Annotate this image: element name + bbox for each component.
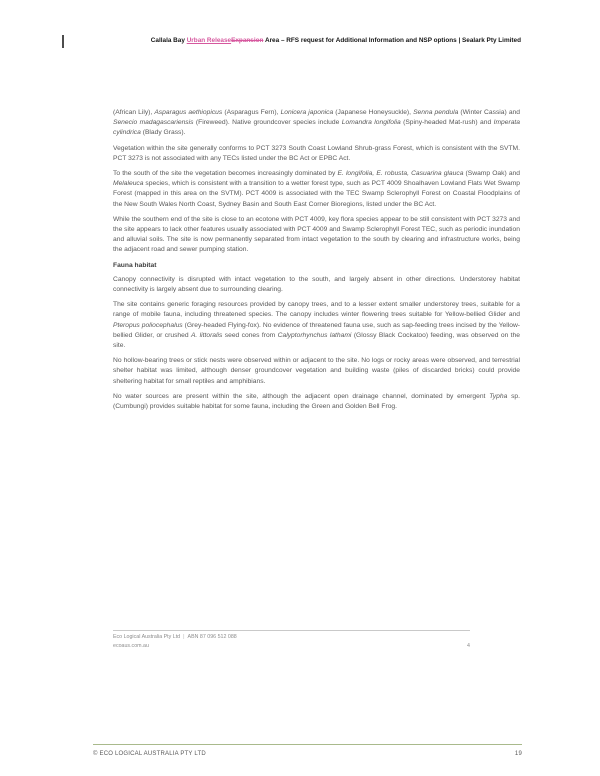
page-header [113, 36, 521, 45]
company-website: ecoaus.com.au [113, 642, 149, 649]
paragraph: The site contains generic foraging resources provided by canopy trees, and to a lesser extent smaller understorey trees, suitable for a range of mobile fauna, including threatened species. The canopy includes winter flowering trees suitable for Yellow-bellied Glider and Pteropus poliocephalus (Grey-headed Flying-fox). No evidence of threatened fauna use, such as sap-feeding trees incised by the Yellow-bellied Glider, or crushed A. littoralis seed cones from Calyptorhynchus lathami (Glossy Black Cockatoo) feeding, was observed on the site. [113, 301, 521, 350]
copyright-text: © ECO LOGICAL AUSTRALIA PTY LTD [93, 751, 206, 757]
header-text-suffix: Area – RFS request for Additional Information and NSP options | Sealark Pty Limited [263, 37, 521, 44]
report-footer [113, 630, 470, 650]
report-footer-company-block [113, 634, 237, 650]
paragraph: (African Lily), Asparagus aethiopicus (Asparagus Fern), Lonicera japonica (Japanese Honeysuckle), Senna pendula (Winter Cassia) and Senecio madagascariensis (Fireweed). Native groundcover species include Lomandra longifolia (Spiny-headed Mat-rush) and Imperata cylindrica (Blady Grass). [113, 109, 520, 137]
tracked-insertion: Urban Release [186, 37, 232, 44]
paragraph: No hollow-bearing trees or stick nests were observed within or adjacent to the site. No logs or rocky areas were observed, and terrestrial shelter habitat was limited, although denser groundcover vegetation and building waste (piles of discarded bricks) could provide sheltering habitat for small reptiles and amphibians. [113, 357, 520, 385]
footer-separator: | [183, 634, 185, 640]
paragraph: Canopy connectivity is disrupted with intact vegetation to the south, and largely absent in other directions. Understorey habitat connectivity is largely absent due to surrounding clearing. [113, 275, 520, 294]
tracked-deletion: Expansion [231, 37, 264, 44]
report-page-number: 4 [467, 642, 470, 649]
header-text-prefix: Callala Bay [150, 37, 187, 44]
paragraph: While the southern end of the site is close to an ecotone with PCT 4009, key flora species appear to be still consistent with PCT 3273 and the site appears to lack other features usually associated with PCT 4009 and Swamp Sclerophyll Forest TEC, such as periodic inundation and alluvial soils. The site is now permanently separated from intact vegetation to the south by clearing and infrastructure works, being the adjacent road and sewer pumping station. [113, 215, 520, 254]
report-footer-line1 [113, 634, 237, 642]
page-number: 19 [514, 751, 522, 757]
paragraph: To the south of the site the vegetation becomes increasingly dominated by E. longifolia, E. robusta, Casuarina glauca (Swamp Oak) and Melaleuca species, which is consistent with a transition to a wetter forest type, such as PCT 4009 Shoalhaven Lowland Flats Wet Swamp Forest (mapped in this area on the SVTM). PCT 4009 is associated with the TEC Swamp Sclerophyll Forest on Coastal Floodplains of the New South Wales North Coast, Sydney Basin and South East Corner Bioregions, listed under the BC Act. [113, 170, 520, 208]
section-heading: Fauna habitat [113, 261, 157, 269]
page-footer [93, 744, 522, 757]
document-body [113, 108, 520, 417]
paragraph: Vegetation within the site generally conforms to PCT 3273 South Coast Lowland Shrub-grass Forest, which is consistent with the SVTM. PCT 3273 is not associated with any TECs listed under the BC Act or EPBC Act. [113, 144, 520, 162]
company-name: Eco Logical Australia Pty Ltd [113, 634, 181, 640]
revision-change-bar [62, 35, 64, 48]
company-abn: ABN 87 096 512 088 [187, 634, 237, 640]
paragraph: No water sources are present within the site, although the adjacent open drainage channel, dominated by emergent Typha sp. (Cumbungi) provides suitable habitat for some fauna, including the Green and Golden Bell Frog. [113, 392, 520, 411]
